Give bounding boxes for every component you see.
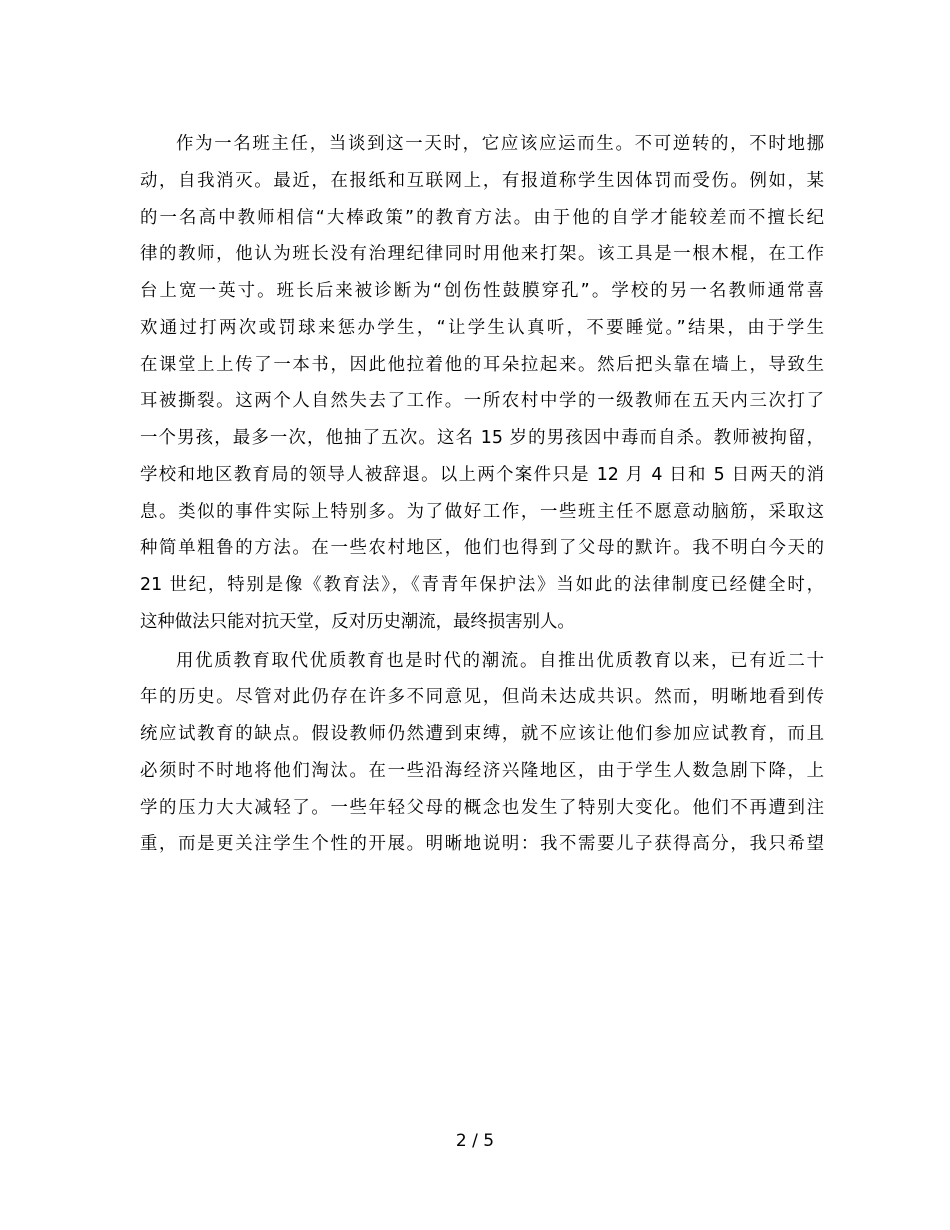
text-line: 用优质教育取代优质教育也是时代的潮流。自推出优质教育以来，已有近二十	[176, 650, 824, 671]
text-line: 的一名高中教师相信“大棒政策”的教育方法。由于他的自学才能较差而不擅长纪	[140, 207, 824, 228]
text-line: 动，自我消灭。最近，在报纸和互联网上，有报道称学生因体罚而受伤。例如，某	[140, 170, 824, 191]
text-line: 年的历史。尽管对此仍存在许多不同意见，但尚未达成共识。然而，明晰地看到传	[140, 687, 824, 708]
text-line: 统应试教育的缺点。假设教师仍然遭到束缚，就不应该让他们参加应试教育，而且	[140, 724, 824, 744]
text-line: 这种做法只能对抗天堂，反对历史潮流，最终损害别人。	[140, 611, 575, 632]
page-number: 2 / 5	[455, 1131, 495, 1151]
paragraph-1	[140, 126, 824, 641]
text-line: 重，而是更关注学生个性的开展。明晰地说明：我不需要儿子获得高分，我只希望	[140, 834, 824, 855]
text-line: 在课堂上上传了一本书，因此他拉着他的耳朵拉起来。然后把头靠在墙上，导致生	[140, 354, 824, 375]
text-line: 台上宽一英寸。班长后来被诊断为“创伤性鼓膜穿孔”。学校的另一名教师通常喜	[140, 281, 824, 301]
text-line: 学校和地区教育局的领导人被辞退。以上两个案件只是 12 月 4 日和 5 日两天的消	[140, 464, 824, 485]
text-line: 21 世纪，特别是像《教育法》，《青青年保护法》当如此的法律制度已经健全时，	[140, 575, 824, 595]
text-line: 息。类似的事件实际上特别多。为了做好工作，一些班主任不愿意动脑筋，采取这	[140, 501, 824, 522]
text-line: 学的压力大大减轻了。一些年轻父母的概念也发生了特别大变化。他们不再遭到注	[140, 797, 824, 818]
document-body	[140, 126, 824, 863]
text-line: 律的教师，他认为班长没有治理纪律同时用他来打架。该工具是一根木棍，在工作	[140, 244, 824, 265]
text-line: 作为一名班主任，当谈到这一天时，它应该应运而生。不可逆转的，不时地挪	[176, 134, 824, 154]
text-line: 欢通过打两次或罚球来惩办学生，“让学生认真听，不要睡觉。”结果，由于学生	[140, 317, 824, 338]
text-line: 耳被撕裂。这两个人自然失去了工作。一所农村中学的一级教师在五天内三次打了	[140, 391, 824, 412]
text-line: 必须时不时地将他们淘汰。在一些沿海经济兴隆地区，由于学生人数急剧下降，上	[140, 760, 824, 781]
text-line: 种简单粗鲁的方法。在一些农村地区，他们也得到了父母的默许。我不明白今天的	[140, 538, 824, 559]
paragraph-2	[140, 643, 824, 864]
text-line: 一个男孩，最多一次，他抽了五次。这名 15 岁的男孩因中毒而自杀。教师被拘留，	[140, 428, 824, 448]
